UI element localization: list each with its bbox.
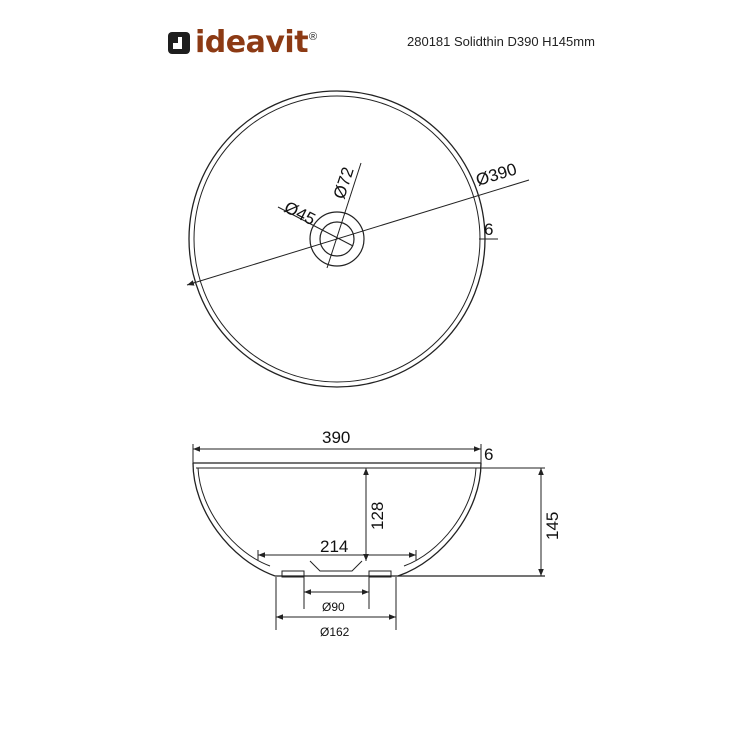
total-height-label: 145	[543, 511, 562, 540]
drain-inner-label: Ø45	[281, 197, 319, 230]
bowl-inner-right	[404, 468, 476, 566]
brand-name: ideavit	[195, 25, 309, 60]
outer-diameter-label: Ø390	[473, 159, 519, 190]
side-view	[193, 428, 562, 639]
bottom-width-label: 214	[320, 537, 349, 556]
bowl-outer-right	[398, 463, 481, 576]
drain-recess	[310, 561, 362, 571]
product-title: 280181 Solidthin D390 H145mm	[407, 34, 595, 49]
inner-depth-label: 128	[368, 501, 387, 530]
drain-outer-label: Ø72	[329, 164, 358, 202]
top-rim-label: 6	[484, 220, 494, 239]
side-rim-label: 6	[484, 445, 494, 464]
outer-diameter-dimension-line	[187, 180, 529, 285]
top-view	[187, 91, 529, 387]
bowl-outer-left	[193, 463, 275, 576]
base-outer-label: Ø162	[320, 625, 350, 639]
width-label: 390	[322, 428, 351, 447]
base-inner-label: Ø90	[322, 600, 345, 614]
registered-mark: ®	[309, 31, 318, 43]
